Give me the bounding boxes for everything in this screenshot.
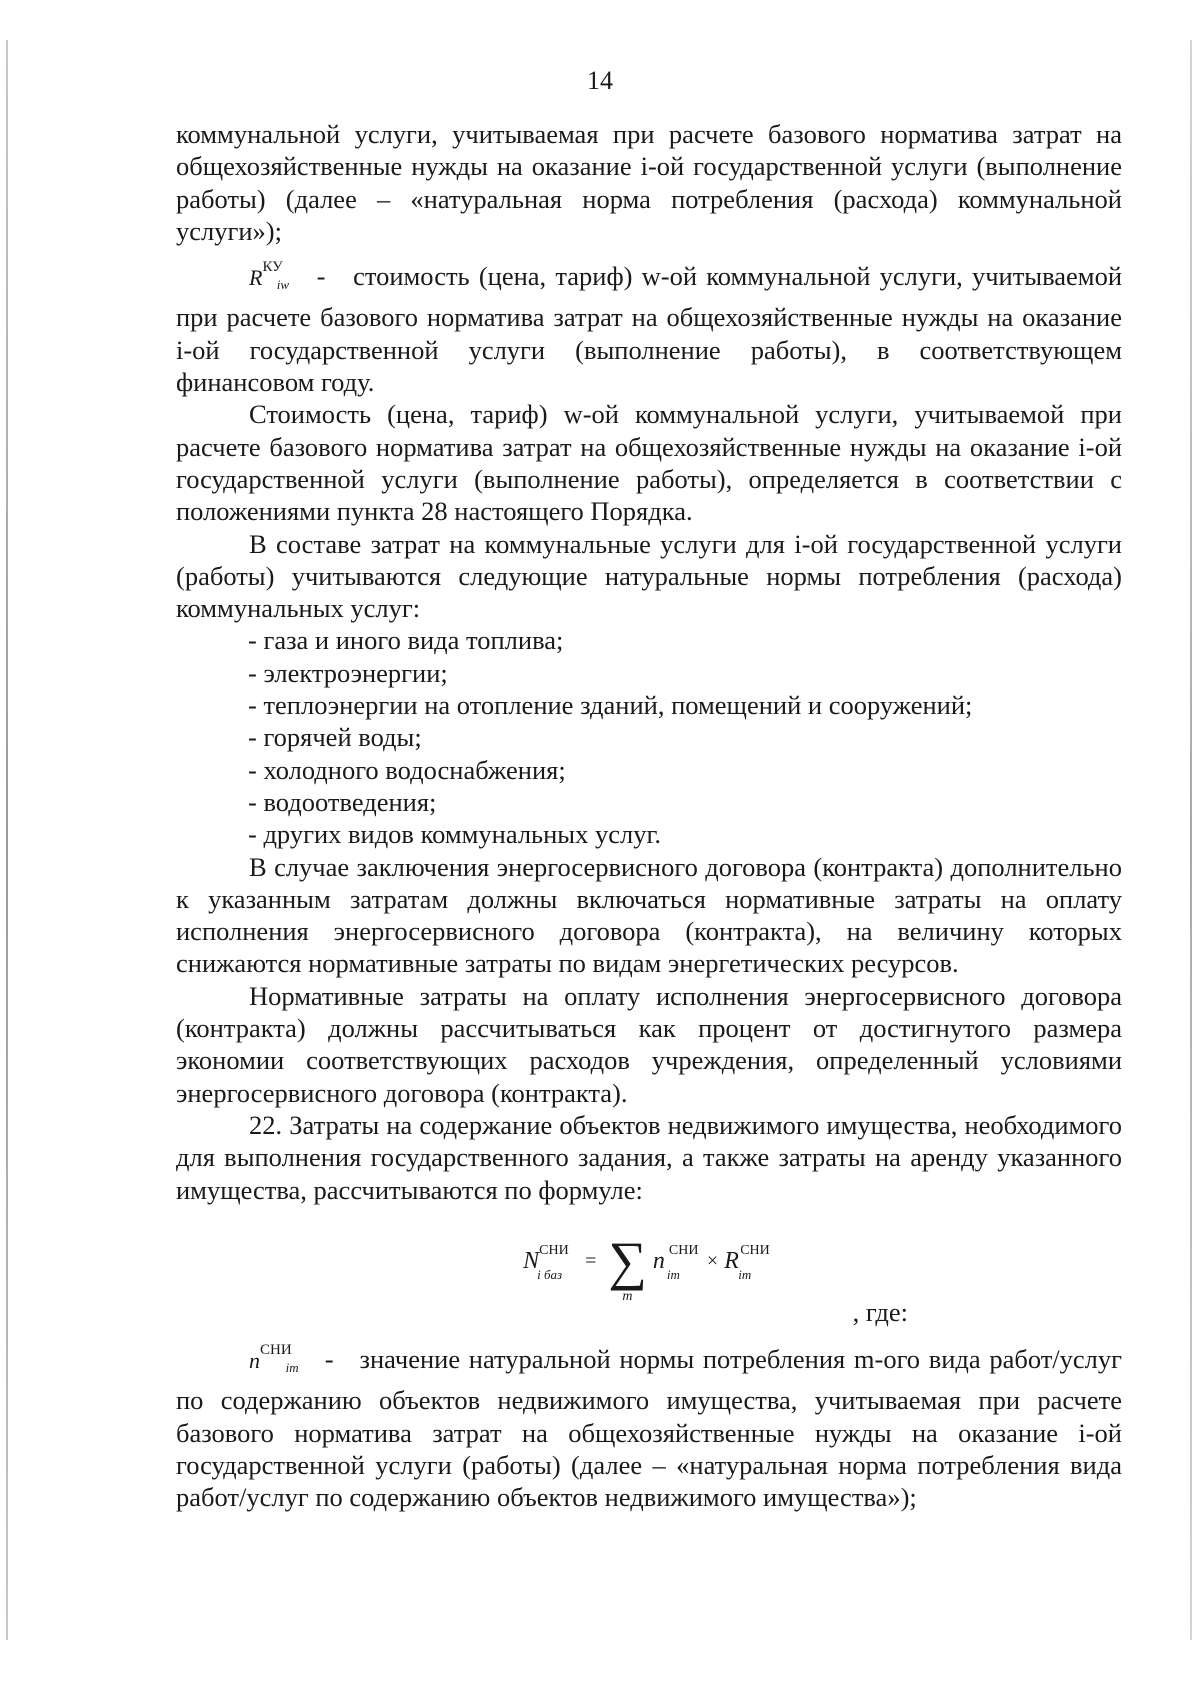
paragraph-continuation: коммунальной услуги, учитываемая при расчете базового норматива затрат на общехозяйственные нужды на оказание i-ой государственной услуги (выполнение работы) (далее – «натуральная норма потребления (расхода) коммунальной услуги»); — [176, 119, 1122, 246]
variable-n-dash: - — [324, 1344, 334, 1375]
variable-n-superscript: СНИ — [260, 1342, 292, 1359]
formula-equals: = — [585, 1249, 597, 1272]
paragraph-22: 22. Затраты на содержание объектов недвижимого имущества, необходимого для выполнения государственного задания, а также затраты на аренду указанного имущества, рассчитываются по формуле: — [176, 1109, 1122, 1205]
list-item: - водоотведения; — [248, 786, 437, 817]
paragraph-energy-contract: В случае заключения энергосервисного договора (контракта) дополнительно к указанным затратам должны включаться нормативные затраты на оплату исполнения энергосервисного договора (контракта), на величину которых снижаются нормативные затраты по видам энергетических ресурсов. — [176, 851, 1122, 979]
document-body — [176, 118, 1122, 1514]
list-item: - электроэнергии; — [248, 657, 448, 688]
paragraph-cost: Стоимость (цена, тариф) w-ой коммунальной услуги, учитываемой при расчете базового норматива затрат на общехозяйственные нужды на оказание i-ой государственной услуги (выполнение работы), определяется в соответствии с положениями пункта 28 настоящего Порядка. — [176, 399, 1122, 527]
page-number: 14 — [587, 66, 613, 95]
paragraph-structure: В составе затрат на коммунальные услуги для i-ой государственной услуги (работы) учитываются следующие натуральные нормы потребления (расхода) коммунальных услуг: — [176, 528, 1122, 624]
variable-r-subscript: iw — [276, 277, 290, 293]
variable-r-symbol: $R^{КУ}_{iw}$ — [249, 259, 290, 293]
formula-lhs-subscript: i баз — [537, 1266, 563, 1282]
variable-n-symbol: $n^{СНИ}_{im}$ — [249, 1342, 299, 1376]
formula-term-r-superscript: СНИ — [740, 1242, 770, 1258]
list-item: - теплоэнергии на отопление зданий, помещений и сооружений; — [248, 690, 973, 721]
variable-n-definition — [176, 1334, 1122, 1513]
variable-r-definition — [176, 251, 1122, 398]
paragraph-normative: Нормативные затраты на оплату исполнения энергосервисного договора (контракта) должны рассчитываться как процент от достигнутого размера экономии соответствующих расходов учреждения, определенный условиями энергосервисного договора (контракта). — [176, 980, 1122, 1108]
scan-right-edge — [1190, 40, 1192, 1640]
formula — [176, 1218, 1122, 1304]
variable-n-subscript: im — [285, 1360, 299, 1376]
sum-index: m — [622, 1288, 633, 1304]
list-item: - газа и иного вида топлива; — [248, 625, 564, 656]
list-item: - холодного водоснабжения; — [248, 754, 566, 785]
sum-sign: ∑ m — [608, 1230, 647, 1304]
variable-r-text: стоимость (цена, тариф) w-ой коммунальной услуги, учитываемой при расчете базового норматива затрат на общехозяйственные нужды на оказание i-ой государственной услуги (выполнение работы), в соответствующем финансовом году. — [176, 261, 1122, 398]
formula-lhs: N СНИ i баз — [523, 1245, 539, 1277]
variable-r-dash: - — [316, 261, 326, 292]
list-item: - горячей воды; — [248, 722, 422, 753]
formula-where: , где: — [852, 1296, 908, 1327]
formula-term-n-superscript: СНИ — [668, 1242, 699, 1258]
formula-lhs-superscript: СНИ — [539, 1242, 569, 1258]
formula-times: × — [706, 1249, 719, 1272]
formula-term-r-subscript: im — [738, 1266, 752, 1282]
utility-list — [176, 624, 1122, 850]
variable-n-text: значение натуральной нормы потребления m-ого вида работ/услуг по содержанию объектов недвижимого имущества, учитываемая при расчете базового норматива затрат на общехозяйственные нужды на оказание i-ой государственной услуги (работы) (далее – «натуральная норма потребления вида работ/услуг по содержанию объектов недвижимого имущества»); — [176, 1344, 1123, 1513]
variable-r-superscript: КУ — [262, 259, 283, 276]
formula-term-n-subscript: im — [666, 1266, 680, 1282]
formula-term-r: R СНИ im — [724, 1245, 739, 1277]
list-item: - других видов коммунальных услуг. — [248, 819, 661, 850]
scan-left-edge — [6, 40, 8, 1640]
formula-term-n: n СНИ im — [653, 1245, 665, 1277]
